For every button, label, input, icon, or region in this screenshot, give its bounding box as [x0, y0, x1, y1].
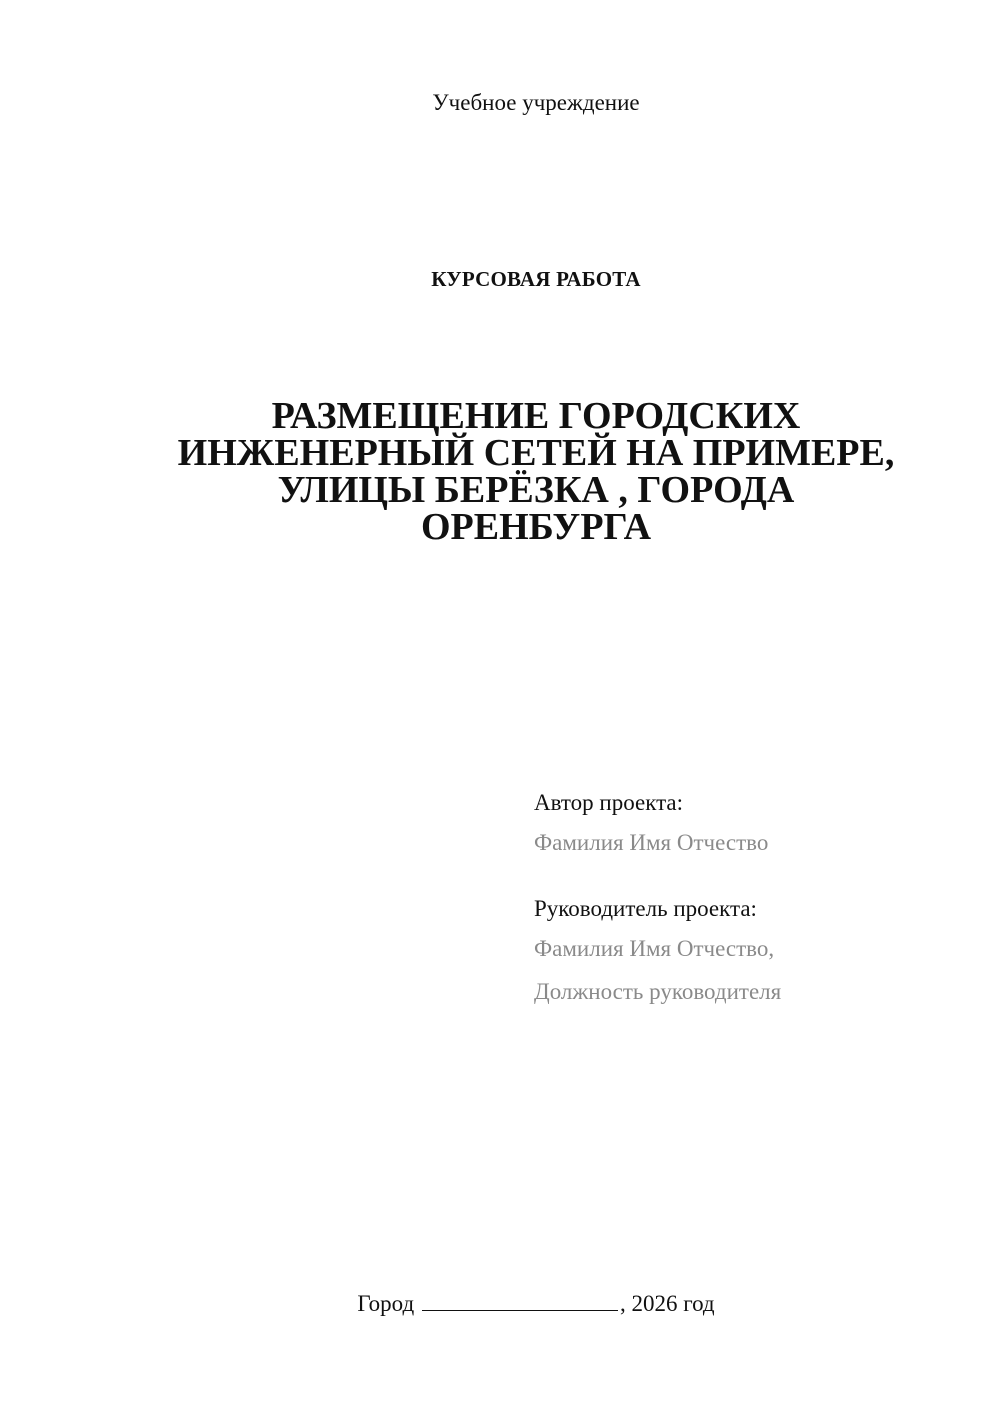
title-line: УЛИЦЫ БЕРЁЗКА , ГОРОДА — [277, 469, 795, 511]
document-type: КУРСОВАЯ РАБОТА — [431, 267, 641, 291]
city-blank-underline — [422, 1290, 618, 1311]
title-line: ИНЖЕНЕРНЫЙ СЕТЕЙ НА ПРИМЕРЕ, — [177, 432, 895, 474]
institution-name: Учебное учреждение — [432, 90, 640, 115]
author-block — [534, 790, 974, 873]
title-line: ОРЕНБУРГА — [420, 506, 652, 548]
supervisor-label: Руководитель проекта: — [534, 896, 757, 921]
year-text: , 2026 год — [619, 1291, 715, 1316]
supervisor-name-placeholder: Фамилия Имя Отчество, — [534, 936, 775, 961]
author-label: Автор проекта: — [534, 790, 683, 815]
supervisor-block — [534, 896, 974, 1022]
author-name-placeholder: Фамилия Имя Отчество — [534, 830, 769, 855]
city-label: Город — [357, 1291, 415, 1316]
city-year-line — [0, 1290, 1000, 1317]
work-title — [140, 395, 932, 548]
supervisor-position-placeholder: Должность руководителя — [534, 979, 782, 1004]
title-line: РАЗМЕЩЕНИЕ ГОРОДСКИХ — [271, 395, 801, 437]
